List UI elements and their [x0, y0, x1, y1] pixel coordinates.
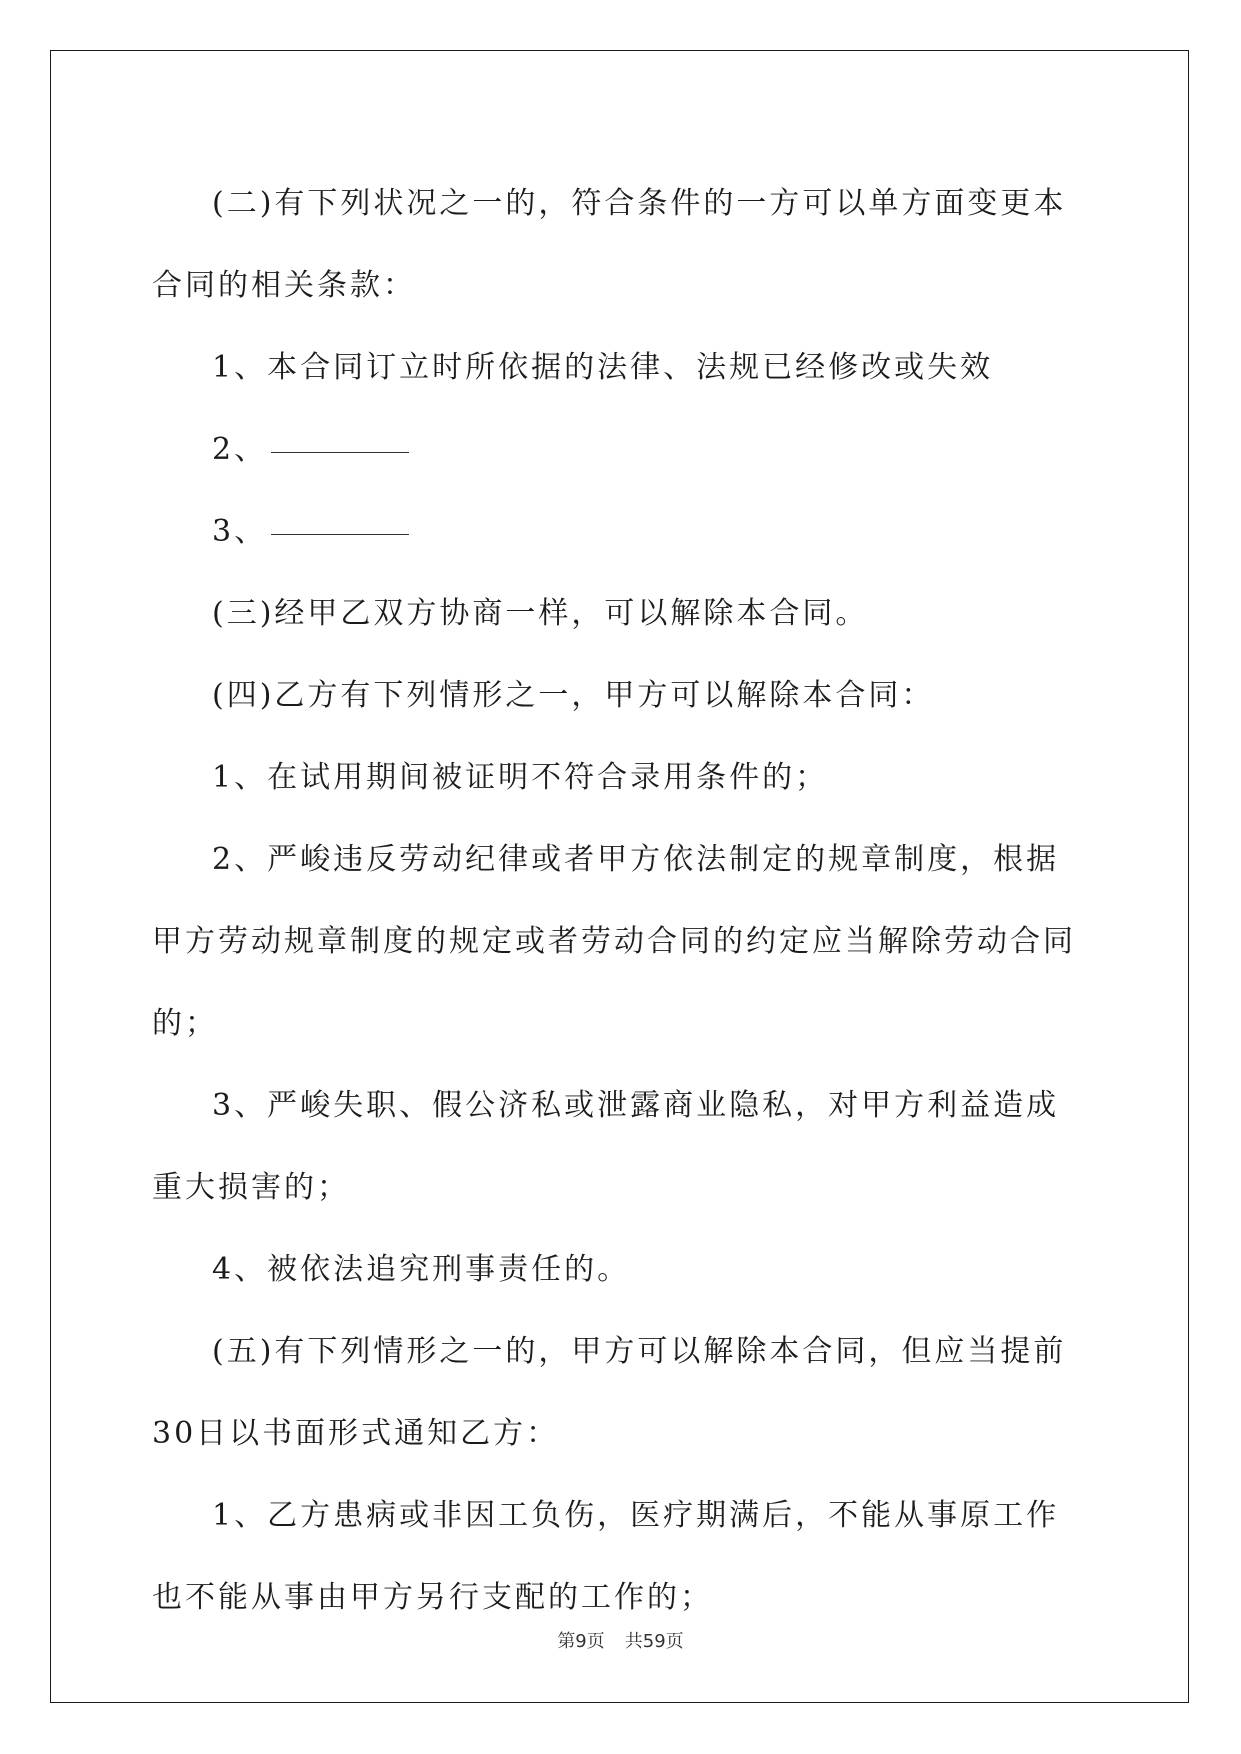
paragraph: 2、严峻违反劳动纪律或者甲方依法制定的规章制度，根据甲方劳动规章制度的规定或者劳动合同的约定应当解除劳动合同的；: [152, 842, 1076, 1041]
item-number: 2、: [212, 432, 268, 467]
paragraph: 3、严峻失职、假公济私或泄露商业隐私，对甲方利益造成重大损害的；: [152, 1088, 1060, 1205]
item-number: 3、: [212, 514, 268, 549]
paragraph: 1、乙方患病或非因工负伤，医疗期满后，不能从事原工作也不能从事由甲方另行支配的工作的；: [152, 1498, 1060, 1615]
paragraph: (四)乙方有下列情形之一，甲方可以解除本合同：: [212, 678, 935, 713]
paragraph-blank-item: [152, 491, 1092, 573]
blank-line: [271, 533, 409, 535]
paragraph: 1、在试用期间被证明不符合录用条件的；: [212, 760, 829, 795]
blank-line: [271, 451, 409, 453]
document-body: [152, 163, 1092, 1639]
paragraph: (五)有下列情形之一的，甲方可以解除本合同，但应当提前30日以书面形式通知乙方：: [152, 1334, 1067, 1451]
page-footer: [0, 1627, 1241, 1653]
paragraph-blank-item: [152, 409, 1092, 491]
page-number: 第9页: [557, 1631, 605, 1652]
paragraph: (三)经甲乙双方协商一样，可以解除本合同。: [212, 596, 869, 631]
page-total: 共59页: [624, 1631, 684, 1652]
paragraph: 4、被依法追究刑事责任的。: [212, 1252, 631, 1287]
paragraph: 1、本合同订立时所依据的法律、法规已经修改或失效: [212, 350, 994, 385]
paragraph: (二)有下列状况之一的，符合条件的一方可以单方面变更本合同的相关条款：: [152, 186, 1067, 303]
